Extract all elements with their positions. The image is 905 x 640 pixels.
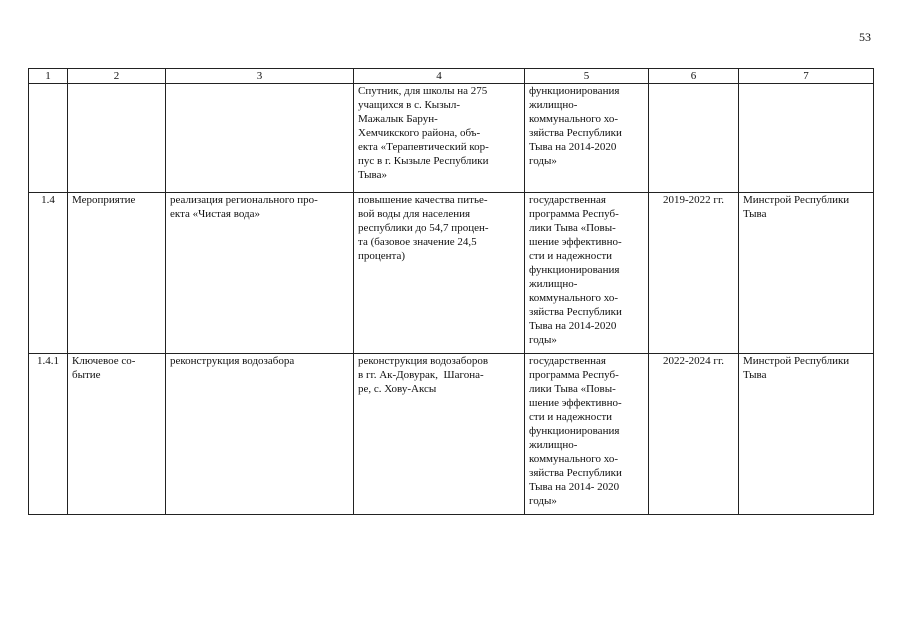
plan-table xyxy=(28,68,874,515)
table-row xyxy=(29,354,874,515)
state-program: государственная программа Респуб- лики Тыва «Повы- шение эффективно- сти и надежности функционирования жилищно- коммунального хо- зяйства Республики Тыва на 2014- 2020 годы» xyxy=(525,354,649,515)
period: 2022-2024 гг. xyxy=(649,354,739,515)
item-name xyxy=(166,84,354,193)
header-row xyxy=(29,69,874,84)
row-number: 1.4 xyxy=(29,193,68,354)
state-program: государственная программа Респуб- лики Тыва «Повы- шение эффективно- сти и надежности функционирования жилищно- коммунального хо- зяйства Республики Тыва на 2014-2020 годы» xyxy=(525,193,649,354)
item-type xyxy=(68,84,166,193)
column-header-1: 1 xyxy=(29,69,68,84)
column-header-2: 2 xyxy=(68,69,166,84)
table-row xyxy=(29,193,874,354)
executor: Минстрой Республики Тыва xyxy=(739,193,874,354)
expected-result: Спутник, для школы на 275 учащихся в с. Кызыл- Мажалык Барун- Хемчикского района, объ- екта «Терапевтический кор- пус в г. Кызыле Республики Тыва» xyxy=(354,84,525,193)
expected-result: реконструкция водозаборов в гг. Ак-Довурак, Шагона- ре, с. Хову-Аксы xyxy=(354,354,525,515)
executor xyxy=(739,84,874,193)
expected-result: повышение качества питье- вой воды для населения республики до 54,7 процен- та (базовое значение 24,5 процента) xyxy=(354,193,525,354)
row-number xyxy=(29,84,68,193)
item-name: реконструкция водозабора xyxy=(166,354,354,515)
column-header-3: 3 xyxy=(166,69,354,84)
executor: Минстрой Республики Тыва xyxy=(739,354,874,515)
column-header-6: 6 xyxy=(649,69,739,84)
page-number: 53 xyxy=(859,30,871,44)
column-header-5: 5 xyxy=(525,69,649,84)
period xyxy=(649,84,739,193)
item-name: реализация регионального про- екта «Чистая вода» xyxy=(166,193,354,354)
state-program: функционирования жилищно- коммунального хо- зяйства Республики Тыва на 2014-2020 годы» xyxy=(525,84,649,193)
column-header-4: 4 xyxy=(354,69,525,84)
item-type: Ключевое со- бытие xyxy=(68,354,166,515)
table-row xyxy=(29,84,874,193)
item-type: Мероприятие xyxy=(68,193,166,354)
period: 2019-2022 гг. xyxy=(649,193,739,354)
column-header-7: 7 xyxy=(739,69,874,84)
row-number: 1.4.1 xyxy=(29,354,68,515)
